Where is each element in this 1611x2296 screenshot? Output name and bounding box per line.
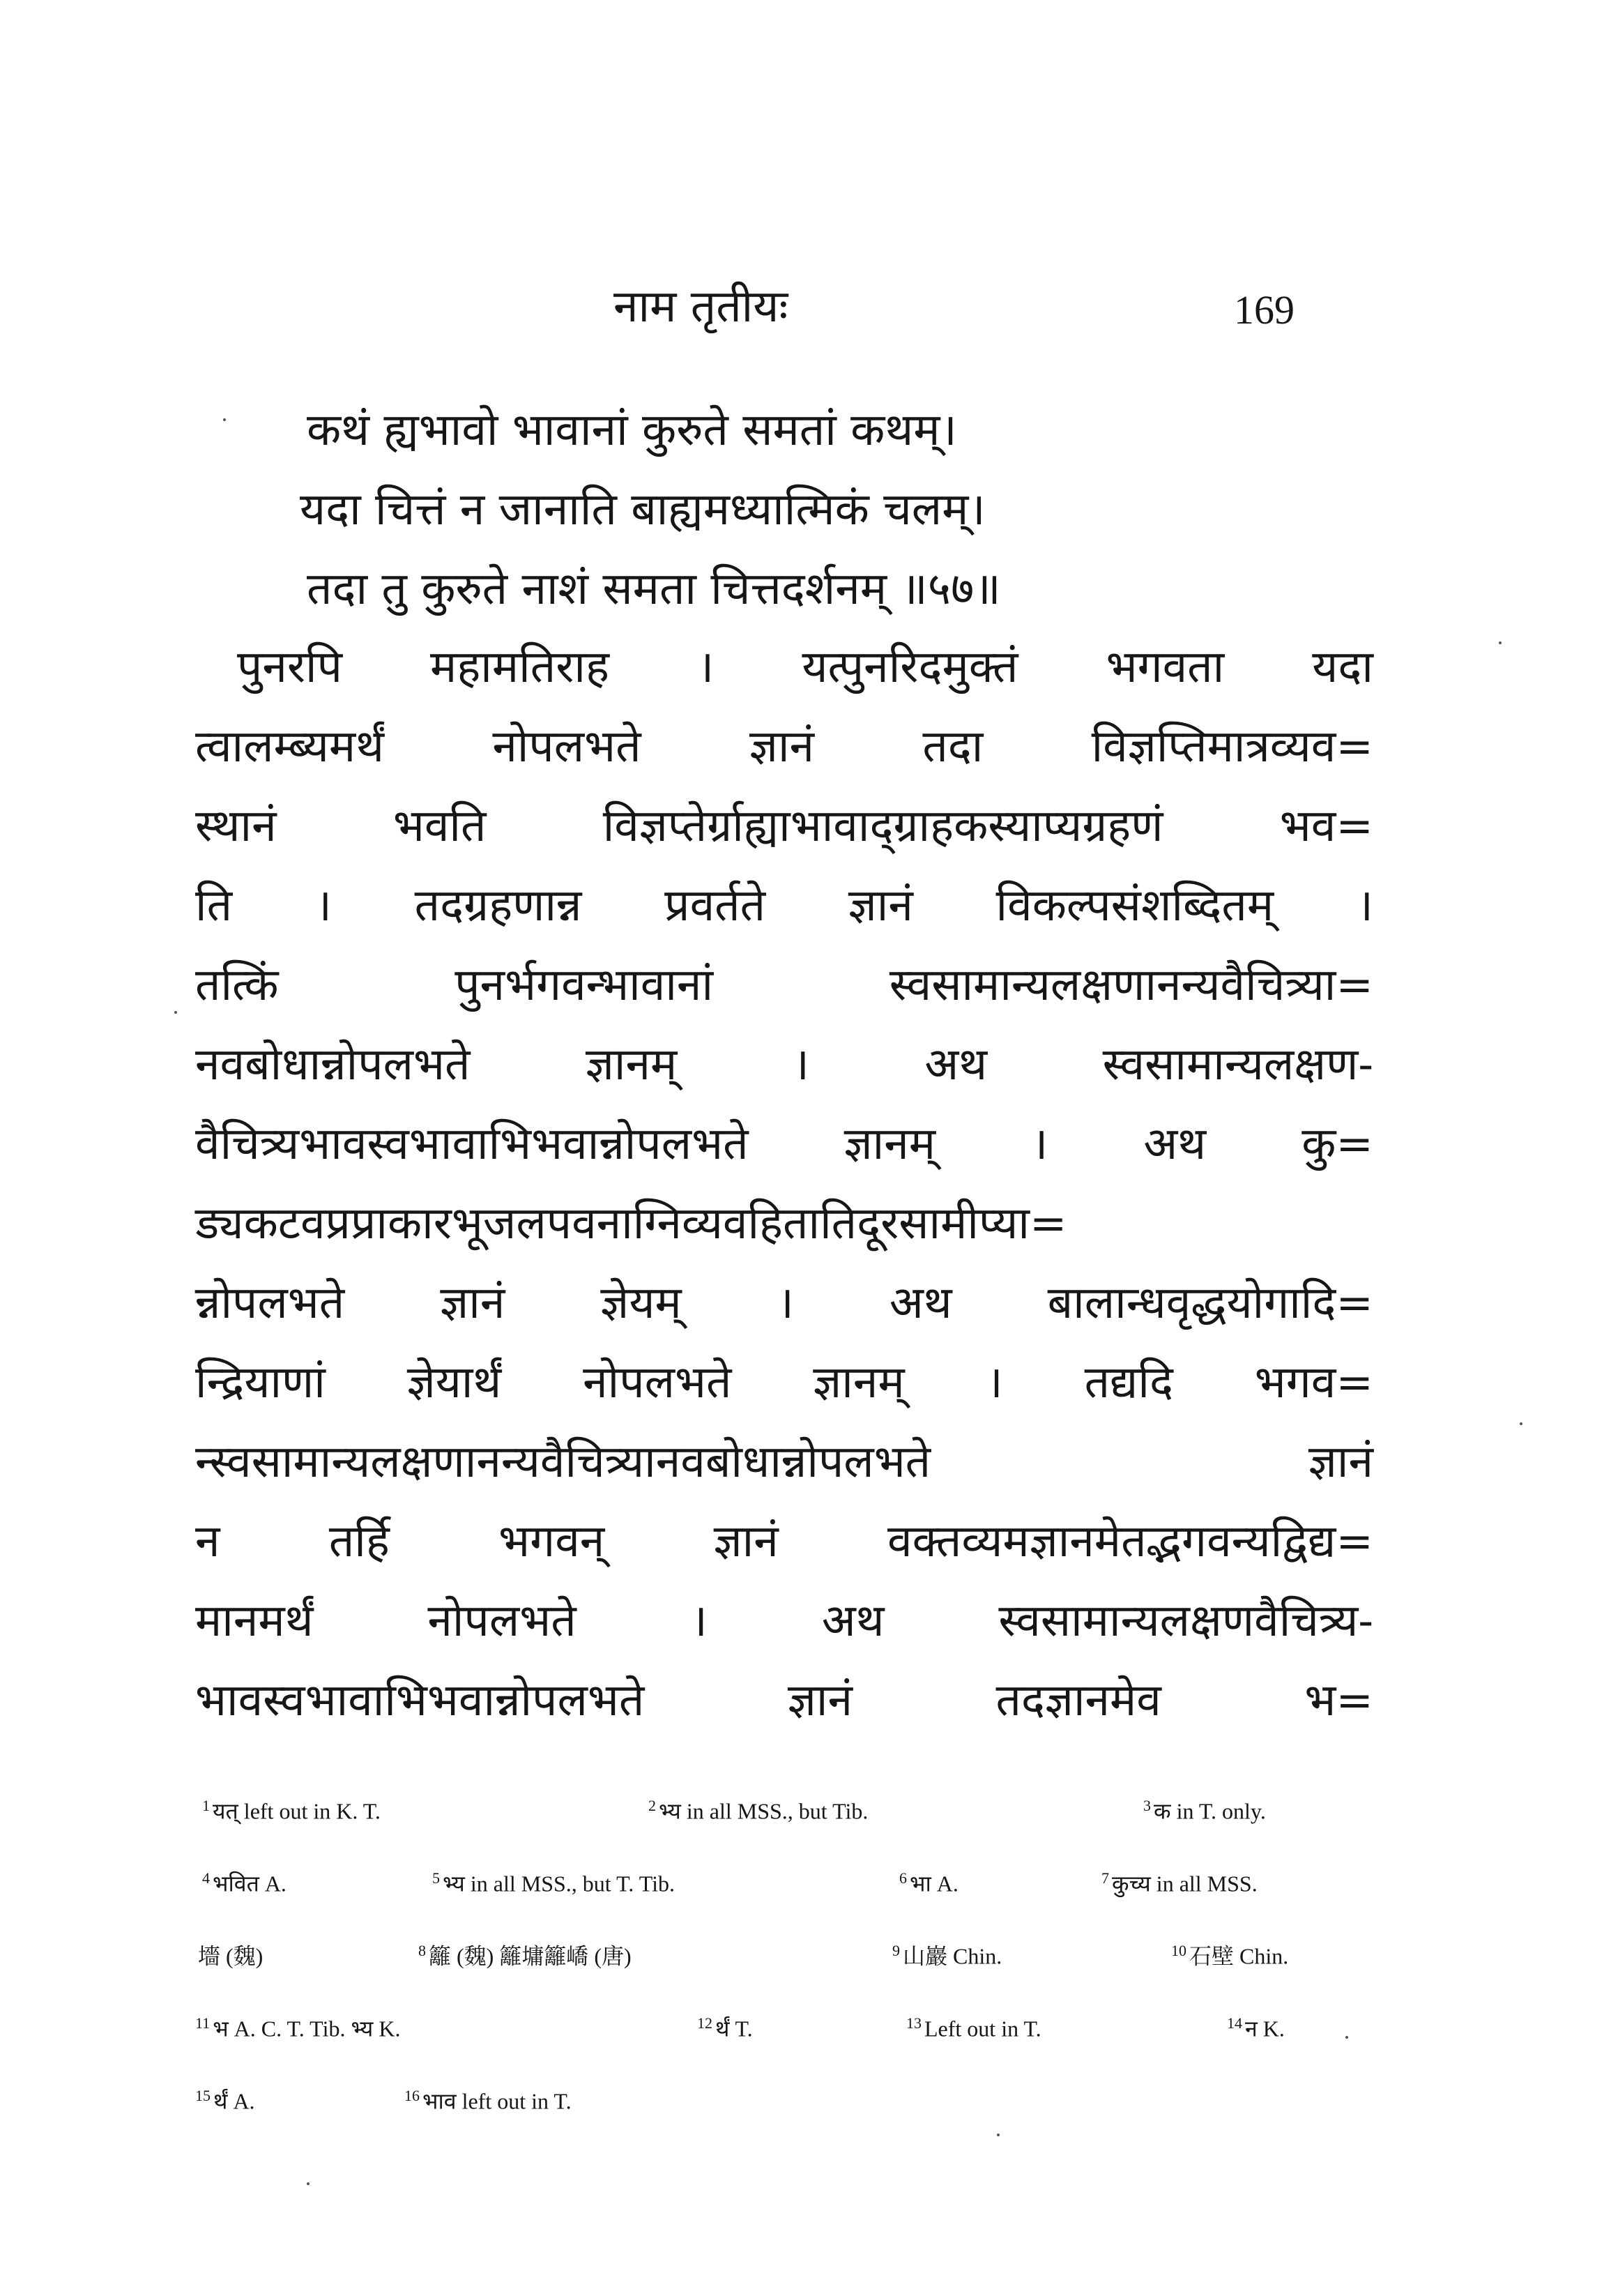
- scan-speck: [307, 2182, 310, 2185]
- footnote: $^2$ भ्य in all MSS., but Tib.: [648, 1797, 869, 1824]
- footnote: $^{10}$ 石壁 Chin.: [1171, 1942, 1289, 1969]
- prose-line: न्स्वसामान्यलक्षणानन्यवैचित्र्यानवबोधान्नोपलभते ज्ञानं: [195, 1436, 1373, 1488]
- footnote-row: [195, 2002, 1373, 2075]
- footnote: $^5$ भ्य in all MSS., but T. Tib.: [432, 1869, 675, 1896]
- scan-speck: [997, 2134, 1000, 2136]
- scan-speck: [1520, 1422, 1522, 1425]
- footnote: $^3$ क in T. only.: [1143, 1797, 1266, 1824]
- scan-speck: [1499, 641, 1502, 644]
- footnote: $^{11}$ भ A. C. T. Tib. भ्य K.: [195, 2014, 401, 2042]
- prose-line: त्वालम्ब्यमर्थं नोपलभते ज्ञानं तदा विज्ञप्तिमात्रव्यव=: [195, 721, 1373, 773]
- footnote: 墻 (魏): [198, 1943, 264, 1969]
- prose-line: भावस्वभावाभिभवान्नोपलभते ज्ञानं तदज्ञानमेव भ=: [195, 1675, 1373, 1726]
- prose-line: न्द्रियाणां ज्ञेयार्थं नोपलभते ज्ञानम् । तद्यदि भगव=: [195, 1357, 1373, 1408]
- prose-line: ड्यकटवप्रप्राकारभूजलपवनाग्निव्यवहितातिदूरसामीप्या=: [195, 1198, 1067, 1249]
- verse-block: [300, 390, 1422, 629]
- prose-line: स्थानं भवति विज्ञप्तेर्ग्राह्याभावाद्ग्राहकस्याप्यग्रहणं भव=: [195, 800, 1373, 852]
- prose-line: वैचित्र्यभावस्वभावाभिभवान्नोपलभते ज्ञानम् । अथ कु=: [195, 1118, 1373, 1170]
- footnote: $^1$ यत् left out in K. T.: [202, 1797, 381, 1824]
- running-header: नाम तृतीयः: [613, 281, 788, 333]
- scan-speck: [1345, 2036, 1348, 2039]
- footnote: $^4$ भवित A.: [202, 1869, 287, 1896]
- scan-speck: [174, 1011, 177, 1014]
- footnote: $^6$ भा A.: [899, 1869, 959, 1896]
- prose-line: ति । तदग्रहणान्न प्रवर्तते ज्ञानं विकल्पसंशब्दितम् ।: [195, 880, 1373, 932]
- prose-block: [195, 628, 1373, 1740]
- verse-line: कथं ह्यभावो भावानां कुरुते समतां कथम्।: [307, 404, 957, 456]
- footnote-row: [195, 2075, 1373, 2147]
- scan-speck: [223, 418, 226, 421]
- prose-line: पुनरपि महामतिराह । यत्पुनरिदमुक्तं भगवता यदा: [237, 641, 1373, 693]
- footnote: $^{13}$ Left out in T.: [906, 2014, 1041, 2042]
- verse-line: यदा चित्तं न जानाति बाह्यमध्यात्मिकं चलम्।: [300, 484, 986, 535]
- footnote: $^8$ 籬 (魏) 籬墉籬嶠 (唐): [418, 1942, 632, 1969]
- footnote: $^7$ कुच्य in all MSS.: [1101, 1869, 1258, 1896]
- prose-line: मानमर्थं नोपलभते । अथ स्वसामान्यलक्षणवैचित्र्य-: [195, 1595, 1373, 1647]
- footnote: $^9$ 山巖 Chin.: [892, 1942, 1002, 1969]
- footnote: $^{15}$ र्थं A.: [195, 2087, 255, 2114]
- footnotes: [195, 1785, 1373, 2147]
- prose-line: नवबोधान्नोपलभते ज्ञानम् । अथ स्वसामान्यलक्षण-: [195, 1039, 1373, 1090]
- footnote: $^{16}$ भाव left out in T.: [404, 2087, 572, 2114]
- footnote-row: [195, 1930, 1373, 2002]
- verse-line: तदा तु कुरुते नाशं समता चित्तदर्शनम् ॥५७॥: [307, 563, 1001, 615]
- footnote: $^{14}$ न K.: [1227, 2014, 1285, 2042]
- prose-line: तत्किं पुनर्भगवन्भावानां स्वसामान्यलक्षणानन्यवैचित्र्या=: [195, 959, 1373, 1011]
- page-number: 169: [1234, 287, 1295, 333]
- prose-line: न्नोपलभते ज्ञानं ज्ञेयम् । अथ बालान्धवृद्धयोगादि=: [195, 1277, 1373, 1329]
- footnote-row: [195, 1857, 1373, 1930]
- footnote: $^{12}$ र्थं T.: [697, 2014, 753, 2042]
- footnote-row: [195, 1785, 1373, 1857]
- prose-line: न तर्हि भगवन् ज्ञानं वक्तव्यमज्ञानमेतद्भगवन्यद्विद्य=: [195, 1516, 1373, 1567]
